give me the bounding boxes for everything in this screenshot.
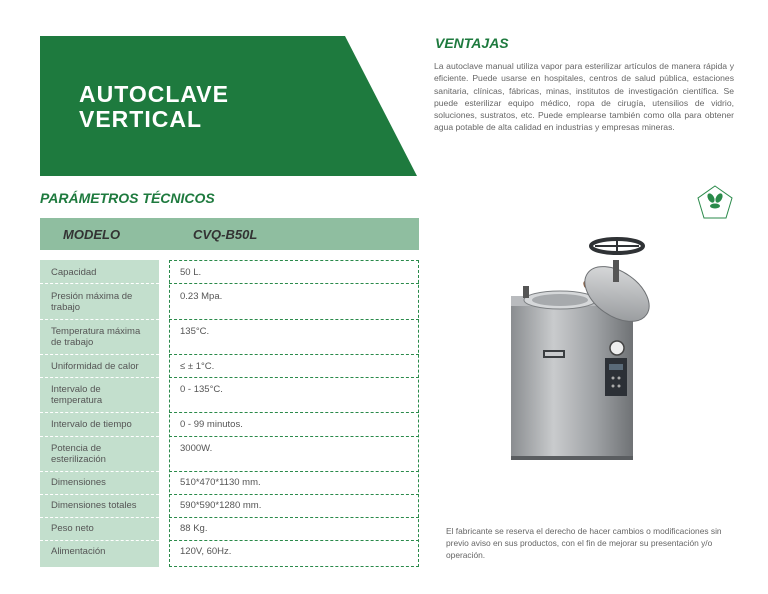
ventajas-text: La autoclave manual utiliza vapor para esterilizar artículos de manera rápida y eficiente. Puede usarse en hospitales, centros de salud pública, estaciones sanitaria, clínicas, fábricas, minas, institutos de investigación científica. Se puede esterilizar equipo médico, ropa de cirugía, utensilios de vidrio, soluciones, sustratos, etc. Puede emplearse también como olla para obtener agua potable de alta calidad en industrias y empresas mineras. xyxy=(434,61,734,133)
param-label: Capacidad xyxy=(51,267,97,278)
params-heading: PARÁMETROS TÉCNICOS xyxy=(40,190,215,206)
param-label: Intervalo de tiempo xyxy=(51,419,132,430)
autoclave-image xyxy=(505,232,655,462)
param-label: Dimensiones xyxy=(51,477,106,488)
param-label: Intervalo de temperatura xyxy=(51,384,103,406)
ventajas-heading: VENTAJAS xyxy=(435,35,509,51)
param-value: 0 - 135°C. xyxy=(180,384,223,395)
leaf-pentagon-icon xyxy=(697,185,733,219)
param-value: 50 L. xyxy=(180,267,202,278)
param-value: 135°C. xyxy=(180,326,210,337)
disclaimer-text: El fabricante se reserva el derecho de hacer cambios o modificaciones sin previo aviso en sus productos, con el fin de mejorar su presentación y/o operación. xyxy=(446,526,722,560)
model-value: CVQ-B50L xyxy=(193,227,258,242)
param-value: ≤ ± 1°C. xyxy=(180,361,215,372)
param-value: 510*470*1130 mm. xyxy=(180,477,261,488)
param-label: Uniformidad de calor xyxy=(51,361,139,372)
values-column xyxy=(169,260,419,567)
title-banner xyxy=(40,36,417,176)
param-value: 590*590*1280 mm. xyxy=(180,500,262,511)
param-label: Dimensiones totales xyxy=(51,500,137,511)
param-value: 3000W. xyxy=(180,443,213,454)
param-value: 88 Kg. xyxy=(180,523,208,534)
param-value: 120V, 60Hz. xyxy=(180,546,232,557)
page-title: AUTOCLAVE VERTICAL xyxy=(79,81,229,132)
param-label: Peso neto xyxy=(51,523,94,534)
param-label: Potencia de esterilización xyxy=(51,443,106,464)
model-label: MODELO xyxy=(63,227,121,242)
param-value: 0 - 99 minutos. xyxy=(180,419,243,430)
param-label: Presión máxima de trabajo xyxy=(51,291,133,313)
param-label: Temperatura máxima de trabajo xyxy=(51,326,141,348)
param-label: Alimentación xyxy=(51,546,106,557)
model-header xyxy=(40,218,419,250)
param-value: 0.23 Mpa. xyxy=(180,291,223,302)
